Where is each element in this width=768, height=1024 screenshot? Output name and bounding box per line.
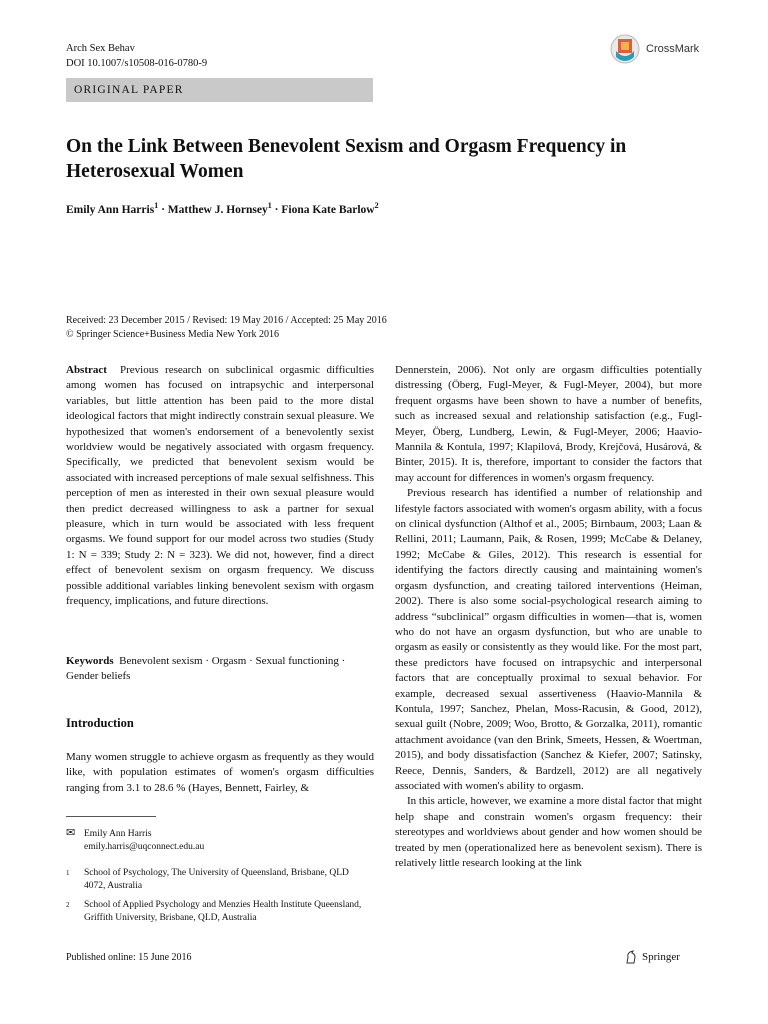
affiliation-text: School of Applied Psychology and Menzies Health Institute Queensland, Griffith University, Brisbane, QLD, Australia (84, 900, 362, 923)
journal-header (66, 41, 207, 71)
contact-email[interactable]: emily.harris@uqconnect.edu.au (84, 842, 205, 852)
body-paragraph: Dennerstein, 2006). Not only are orgasm difficulties potentially distressing (Öberg, Fugl-Meyer, & Fugl-Meyer, 2004), but more frequent orgasms have been shown to have a number of benefits, such as increased sexual and relationship satisfaction (e.g., Fugl-Meyer, Öberg, Lundberg, Lewin, & Fugl-Meyer, 2006; Haavio-Mannila & Kontula, 1997; Klapilová, Brody, Krejčová, Husárová, & Binter, 2015). It is, therefore, important to consider the factors that may account for differences in women's orgasm frequency. (395, 364, 702, 484)
author-list (66, 201, 379, 216)
intro-text: Many women struggle to achieve orgasm as frequently as they would like, with population estimates of women's orgasm difficulties ranging from 3.1 to 28.6 % (Hayes, Bennett, Fairley, & (66, 751, 374, 794)
author-affiliation-mark: 1 (154, 201, 159, 210)
body-paragraph: In this article, however, we examine a more distal factor that might help shape and constrain women's orgasm frequency: their stereotypes and worldviews about gender and how women should be treated by men (operationalized here as benevolent sexism). There is relatively little research looking at the link (395, 795, 702, 869)
copyright: © Springer Science+Business Media New York 2016 (66, 329, 279, 340)
title-line-1: On the Link Between Benevolent Sexism and Orgasm Frequency in (66, 136, 627, 157)
published-online: Published online: 15 June 2016 (66, 952, 192, 963)
title-line-2: Heterosexual Women (66, 161, 244, 182)
journal-name: Arch Sex Behav (66, 43, 135, 54)
springer-horse-icon (624, 950, 638, 964)
crossmark-icon (610, 33, 640, 65)
author-name[interactable]: Fiona Kate Barlow (281, 203, 375, 216)
author-separator: · (271, 203, 282, 216)
abstract-block (66, 363, 374, 610)
affiliation-1 (66, 867, 366, 893)
affiliation-number: 1 (66, 869, 70, 877)
paper-title (66, 134, 706, 184)
affiliation-number: 2 (66, 901, 70, 909)
article-dates (66, 314, 387, 342)
abstract-label: Abstract (66, 364, 107, 376)
envelope-icon: ✉ (66, 827, 76, 839)
crossmark-label: CrossMark (646, 43, 700, 55)
author-affiliation-mark: 2 (374, 201, 379, 210)
springer-logo (624, 950, 680, 964)
keywords-label: Keywords (66, 655, 114, 667)
author-separator: · (158, 203, 168, 216)
introduction-heading: Introduction (66, 716, 134, 730)
author-name[interactable]: Matthew J. Hornsey (167, 203, 268, 216)
publisher-name: Springer (642, 951, 680, 963)
corresponding-author (66, 828, 366, 854)
contact-name: Emily Ann Harris (84, 829, 152, 839)
body-paragraph: Previous research has identified a number of relationship and lifestyle factors associated with women's orgasm ability, with a focus on clinical dysfunction (Althof et al., 2005; Birnbaum, 2003; Laan & Rellini, 2011; Laumann, Paik, & Rosen, 1999; McCabe & Delaney, 1992; McCabe & Giles, 2012). This research is essential for identifying the factors directly causing and maintaining women's orgasm dysfunction, and creating tailored interventions (Heiman, 2002). There is also some social-psychological research aiming to address “subclinical” orgasm difficulties in women—that is, women who do not have an orgasm dysfunction, but who are unable to orgasm as easily or consistently as they would like. For the most part, these predictors have focused on intrapsychic and interpersonal factors that are conceptually proximal to sexual behavior. For example, decreased sexual assertiveness (Haavio-Mannila & Kontula, 1997; Sanchez, Phelan, Moss-Racusin, & Good, 2012), sexual guilt (Nobre, 2009; Woo, Brotto, & Gorzalka, 2011), romantic attachment avoidance (van den Brink, Smeets, Hessen, & Woertman, 2015), and body dissatisfaction (Sanchez & Kiefer, 2007; Satinsky, Reece, Dennis, Sanders, & Bardzell, 2012) are all negatively associated with women's ability to orgasm. (395, 487, 702, 792)
author-name[interactable]: Emily Ann Harris (66, 203, 155, 216)
abstract-text: Previous research on subclinical orgasmic difficulties among women has focused on intrapsychic and interpersonal variables, but little attention has been paid to the more distal ideological factors that might indirectly constrain sexual pleasure. We hypothesized that women's endorsement of a benevolently sexist worldview would be negatively associated with orgasm frequency. Specifically, we predicted that benevolent sexism would be associated with increased perceptions of male sexual selfishness. This perception of men as interested in their own sexual pleasure would then predict decreased willingness to ask a partner for sexual pleasure, which in turn would be associated with less frequent orgasms. We found support for our model across two studies (Study 1: N = 339; Study 2: N = 323). We did not, however, find a direct effect of benevolent sexism on orgasm frequency. We discuss possible additional variables linking benevolent sexism with orgasm frequency, implications, and future directions. (66, 364, 374, 608)
footnote-rule (66, 816, 156, 817)
intro-paragraph-1 (66, 750, 374, 796)
keywords-text: Benevolent sexism · Orgasm · Sexual functioning · Gender beliefs (66, 655, 346, 683)
affiliation-2 (66, 899, 366, 925)
history-dates: Received: 23 December 2015 / Revised: 19 May 2016 / Accepted: 25 May 2016 (66, 315, 387, 326)
section-banner: ORIGINAL PAPER (66, 78, 373, 102)
right-column (395, 363, 702, 871)
affiliation-text: School of Psychology, The University of Queensland, Brisbane, QLD 4072, Australia (84, 868, 349, 891)
author-affiliation-mark: 1 (267, 201, 272, 210)
crossmark-badge[interactable] (610, 33, 699, 65)
keywords-block (66, 654, 374, 685)
doi[interactable]: DOI 10.1007/s10508-016-0780-9 (66, 58, 208, 69)
introduction-heading-block (66, 716, 374, 731)
